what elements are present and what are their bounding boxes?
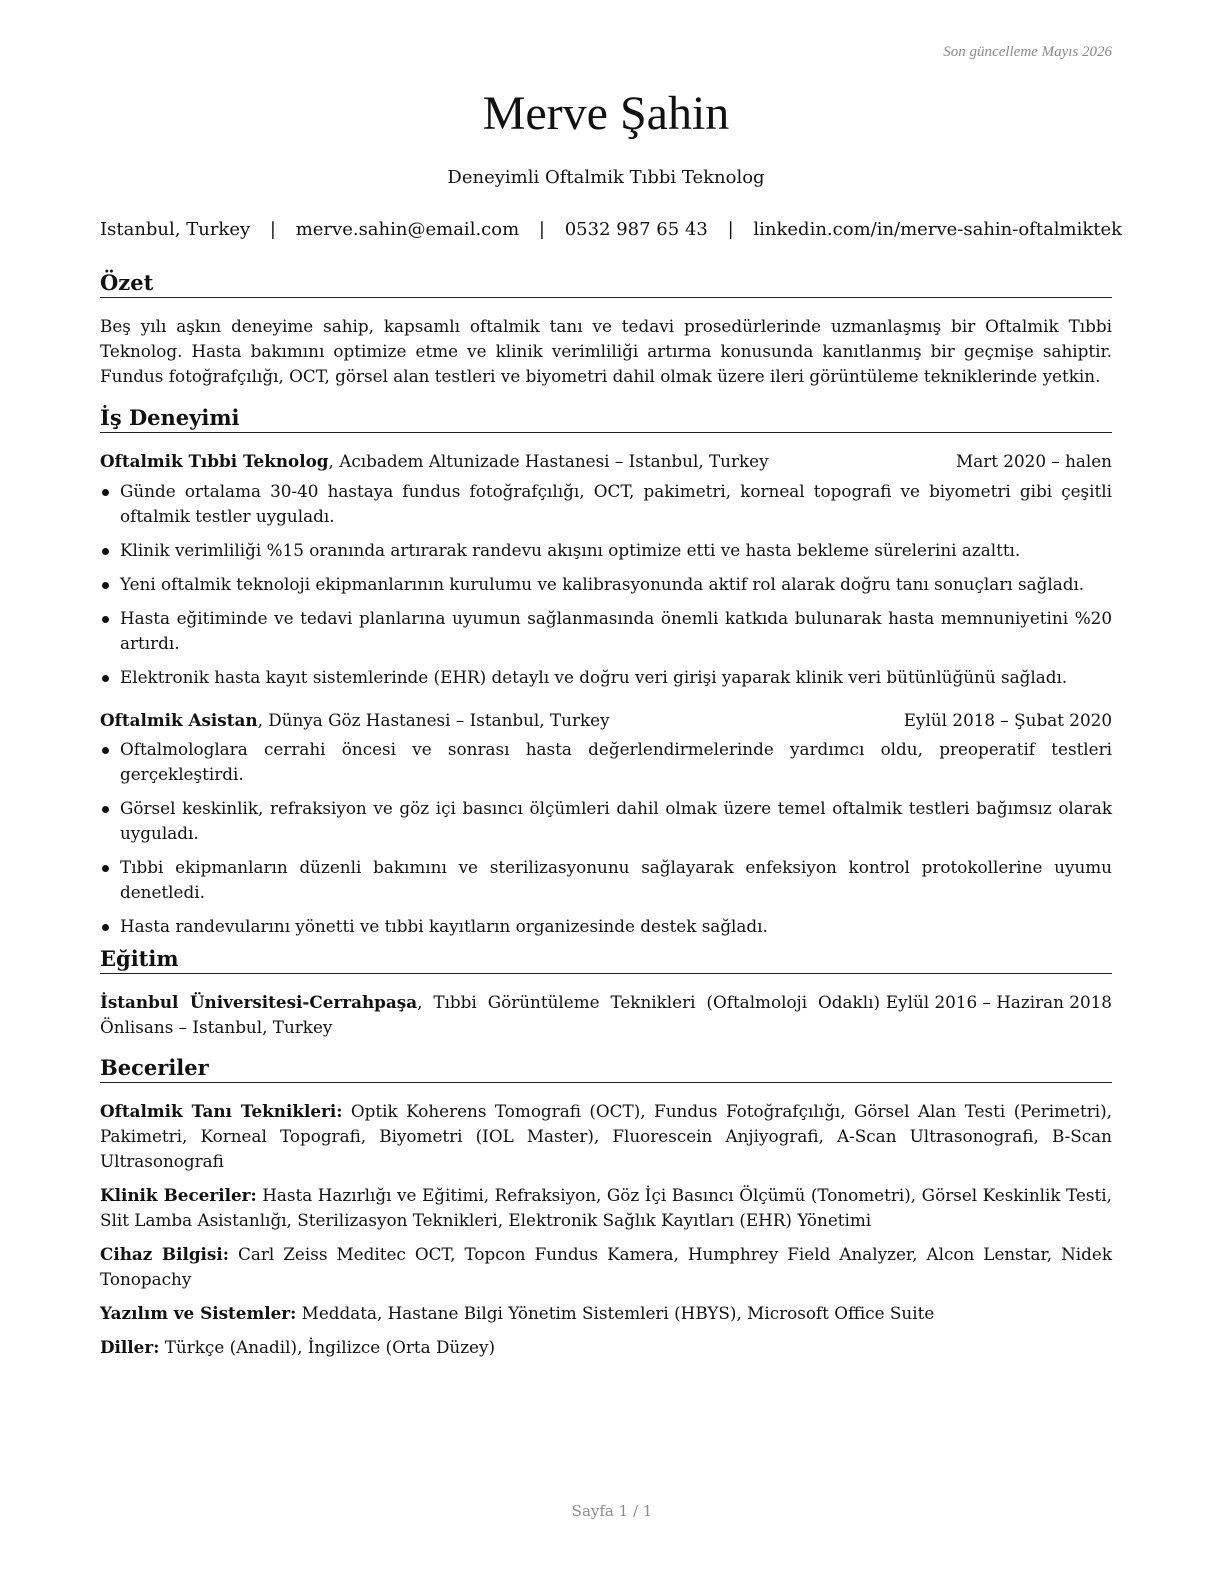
skill-label: Klinik Beceriler: bbox=[100, 1185, 257, 1205]
education-program: , Tıbbi Görüntüleme Teknikleri (Oftalmoloji Odaklı) Önlisans – Istanbul, Turkey bbox=[100, 992, 880, 1037]
job-role: Oftalmik Asistan bbox=[100, 710, 258, 730]
list-item: Günde ortalama 30-40 hastaya fundus fotoğrafçılığı, OCT, pakimetri, korneal topografi ve biyometri gibi çeşitli oftalmik testler uyguladı. bbox=[100, 479, 1112, 529]
skill-text: Meddata, Hastane Bilgi Yönetim Sistemleri (HBYS), Microsoft Office Suite bbox=[296, 1303, 935, 1323]
list-item: Elektronik hasta kayıt sistemlerinde (EHR) detaylı ve doğru veri girişi yaparak klinik veri bütünlüğünü sağladı. bbox=[100, 665, 1112, 690]
contact-separator: | bbox=[269, 219, 276, 240]
contact-phone[interactable]: 0532 987 65 43 bbox=[564, 219, 708, 240]
candidate-name: Merve Şahin bbox=[482, 87, 730, 140]
contact-separator: | bbox=[727, 219, 734, 240]
skill-label: Cihaz Bilgisi: bbox=[100, 1244, 229, 1264]
job-bullets bbox=[100, 737, 1112, 948]
summary-text: Beş yılı aşkın deneyime sahip, kapsamlı oftalmik tanı ve tedavi prosedürlerinde uzmanlaşmış bir Oftalmik Tıbbi Teknolog. Hasta bakımını optimize etme ve klinik verimliliği artırma konusunda kanıtlanmış bir geçmişe sahiptir. Fundus fotoğrafçılığı, OCT, görsel alan testleri ve biyometri dahil olmak üzere ileri görüntüleme tekniklerinde yetkin. bbox=[100, 316, 1112, 386]
education-date: Eylül 2016 – Haziran 2018 bbox=[882, 990, 1112, 1015]
job-date: Eylül 2018 – Şubat 2020 bbox=[903, 710, 1112, 730]
list-item: Hasta randevularını yönetti ve tıbbi kayıtların organizesinde destek sağladı. bbox=[100, 914, 1112, 939]
job-header bbox=[100, 708, 1112, 733]
contact-separator: | bbox=[538, 219, 545, 240]
skill-text: Optik Koherens Tomografi (OCT), Fundus Fotoğrafçılığı, Görsel Alan Testi (Perimetri), Pakimetri, Korneal Topografi, Biyometri (IOL Master), Fluorescein Anjiyografi, A-Scan Ultrasonografi, B-Scan Ultrasonografi bbox=[100, 1101, 1112, 1171]
page-number: Sayfa 1 / 1 bbox=[571, 1502, 653, 1520]
section-title-skills: Beceriler bbox=[100, 1055, 1112, 1083]
skill-row bbox=[100, 1099, 1112, 1174]
list-item: Görsel keskinlik, refraksiyon ve göz içi basıncı ölçümleri dahil olmak üzere temel oftalmik testleri bağımsız olarak uyguladı. bbox=[100, 796, 1112, 846]
contact-linkedin[interactable]: linkedin.com/in/merve-sahin-oftalmiktek bbox=[753, 219, 1123, 240]
job-bullets bbox=[100, 479, 1112, 699]
skill-text: Türkçe (Anadil), İngilizce (Orta Düzey) bbox=[159, 1337, 496, 1357]
list-item: Klinik verimliliği %15 oranında artırarak randevu akışını optimize etti ve hasta bekleme sürelerini azalttı. bbox=[100, 538, 1112, 563]
education-entry bbox=[100, 990, 1112, 1040]
skill-label: Diller: bbox=[100, 1337, 160, 1357]
contact-email[interactable]: merve.sahin@email.com bbox=[295, 219, 520, 240]
section-title-education: Eğitim bbox=[100, 946, 1112, 974]
job-role: Oftalmik Tıbbi Teknolog bbox=[100, 451, 329, 471]
list-item: Hasta eğitiminde ve tedavi planlarına uyumun sağlanmasında önemli katkıda bulunarak hasta memnuniyetini %20 artırdı. bbox=[100, 606, 1112, 656]
education-school: İstanbul Üniversitesi-Cerrahpaşa bbox=[100, 992, 418, 1012]
list-item: Oftalmologlara cerrahi öncesi ve sonrası hasta değerlendirmelerinde yardımcı oldu, preoperatif testleri gerçekleştirdi. bbox=[100, 737, 1112, 787]
list-item: Tıbbi ekipmanların düzenli bakımını ve sterilizasyonunu sağlayarak enfeksiyon kontrol protokollerine uyumu denetledi. bbox=[100, 855, 1112, 905]
job-org: , Acıbadem Altunizade Hastanesi – Istanbul, Turkey bbox=[328, 451, 769, 471]
headline: Deneyimli Oftalmik Tıbbi Teknolog bbox=[447, 167, 765, 188]
job-org: , Dünya Göz Hastanesi – Istanbul, Turkey bbox=[257, 710, 610, 730]
job-date: Mart 2020 – halen bbox=[956, 451, 1112, 471]
job-header bbox=[100, 449, 1112, 474]
last-updated: Son güncelleme Mayıs 2026 bbox=[943, 44, 1112, 60]
list-item: Yeni oftalmik teknoloji ekipmanlarının kurulumu ve kalibrasyonunda aktif rol alarak doğru tanı sonuçları sağladı. bbox=[100, 572, 1112, 597]
skill-text: Hasta Hazırlığı ve Eğitimi, Refraksiyon, Göz İçi Basıncı Ölçümü (Tonometri), Görsel Keskinlik Testi, Slit Lamba Asistanlığı, Sterilizasyon Teknikleri, Elektronik Sağlık Kayıtları (EHR) Yönetimi bbox=[100, 1185, 1112, 1230]
contact-line bbox=[100, 219, 1123, 240]
skill-text: Carl Zeiss Meditec OCT, Topcon Fundus Kamera, Humphrey Field Analyzer, Alcon Lenstar, Nidek Tonopachy bbox=[100, 1244, 1112, 1289]
skill-label: Yazılım ve Sistemler: bbox=[100, 1303, 297, 1323]
section-title-experience: İş Deneyimi bbox=[100, 405, 1112, 433]
skill-row bbox=[100, 1301, 1112, 1326]
contact-location: Istanbul, Turkey bbox=[100, 219, 251, 240]
skill-label: Oftalmik Tanı Teknikleri: bbox=[100, 1101, 343, 1121]
skill-row bbox=[100, 1335, 1112, 1360]
section-title-summary: Özet bbox=[100, 270, 1112, 298]
skill-row bbox=[100, 1242, 1112, 1292]
skill-row bbox=[100, 1183, 1112, 1233]
